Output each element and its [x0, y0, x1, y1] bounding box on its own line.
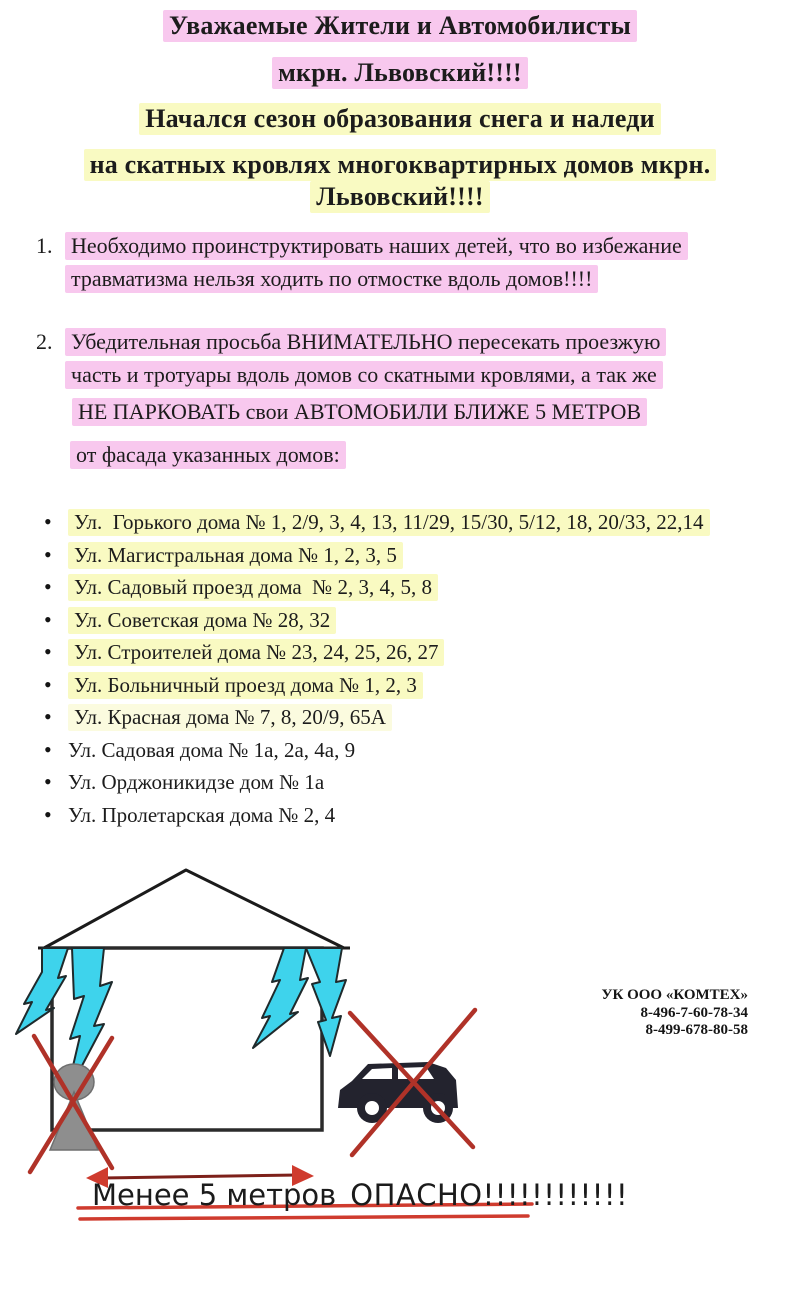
street-item: [68, 769, 768, 797]
title-line-4: на скатных кровлях многоквартирных домов мкрн.: [84, 149, 717, 181]
street-item: [68, 574, 768, 602]
numbered-item-2: [36, 325, 784, 471]
danger-label: ОПАСНО!!!!!!!!!!!!: [350, 1178, 629, 1212]
title-line-2: мкрн. Львовский!!!!: [272, 57, 528, 89]
street-item: [68, 802, 768, 830]
item-2-line-3: НЕ ПАРКОВАТЬ свои АВТОМОБИЛИ БЛИЖЕ 5 МЕТРОВ: [72, 398, 647, 426]
street-item: [68, 639, 768, 667]
item-2-line-4: от фасада указанных домов:: [70, 441, 346, 469]
danger-caption: [92, 1178, 628, 1212]
title-subtitle: [0, 57, 800, 89]
warning-illustration: [0, 856, 800, 1293]
street-text: Ул. Садовый проезд дома № 2, 3, 4, 5, 8: [68, 574, 438, 601]
street-text: Ул. Строителей дома № 23, 24, 25, 26, 27: [68, 639, 444, 666]
street-text: Ул. Красная дома № 7, 8, 20/9, 65А: [68, 704, 392, 731]
item-number: 2.: [36, 329, 53, 354]
street-text: Ул. Магистральная дома № 1, 2, 3, 5: [68, 542, 403, 569]
item-1-line-2: травматизма нельзя ходить по отмостке вдоль домов!!!!: [65, 265, 598, 293]
contact-block: [520, 987, 748, 1040]
street-item: [68, 509, 768, 537]
roofs-heading-line-1: [0, 149, 800, 181]
street-text: Ул. Пролетарская дома № 2, 4: [68, 802, 336, 827]
street-text: Ул. Больничный проезд дома № 1, 2, 3: [68, 672, 423, 699]
street-list: [68, 509, 768, 834]
no-pedestrian-cross-icon: [30, 1036, 112, 1172]
street-text: Ул. Горького дома № 1, 2/9, 3, 4, 13, 11/29, 15/30, 5/12, 18, 20/33, 22,14: [68, 509, 710, 536]
street-item: [68, 607, 768, 635]
street-item: [68, 542, 768, 570]
street-item: [68, 704, 768, 732]
title-line-3: Начался сезон образования снега и наледи: [139, 103, 661, 135]
lightning-icon: [306, 948, 346, 1056]
street-item: [68, 737, 768, 765]
item-2-line-2: часть и тротуары вдоль домов со скатными кровлями, а так же: [65, 361, 663, 389]
title-line-5: Львовский!!!!: [310, 181, 489, 213]
street-text: Ул. Советская дома № 28, 32: [68, 607, 336, 634]
page-title: [0, 10, 800, 42]
roofs-heading-line-2: [0, 181, 800, 213]
item-1-line-1: Необходимо проинструктировать наших детей, что во избежание: [65, 232, 688, 260]
season-heading: [0, 103, 800, 135]
title-line-1: Уважаемые Жители и Автомобилисты: [163, 10, 637, 42]
phone-number: 8-496-7-60-78-34: [640, 1004, 748, 1021]
street-item: [68, 672, 768, 700]
street-text: Ул. Орджоникидзе дом № 1а: [68, 770, 325, 794]
distance-label: Менее 5 метров: [92, 1178, 337, 1212]
street-text: Ул. Садовая дома № 1а, 2а, 4а, 9: [68, 737, 356, 762]
company-name: УК ООО «КОМТЕХ»: [601, 987, 748, 1003]
lightning-icon: [16, 948, 68, 1034]
lightning-icon: [253, 948, 308, 1048]
item-number: 1.: [36, 233, 53, 258]
numbered-item-1: [36, 229, 784, 295]
item-2-line-1: Убедительная просьба ВНИМАТЕЛЬНО пересекать проезжую: [65, 328, 666, 356]
phone-number: 8-499-678-80-58: [645, 1022, 748, 1038]
